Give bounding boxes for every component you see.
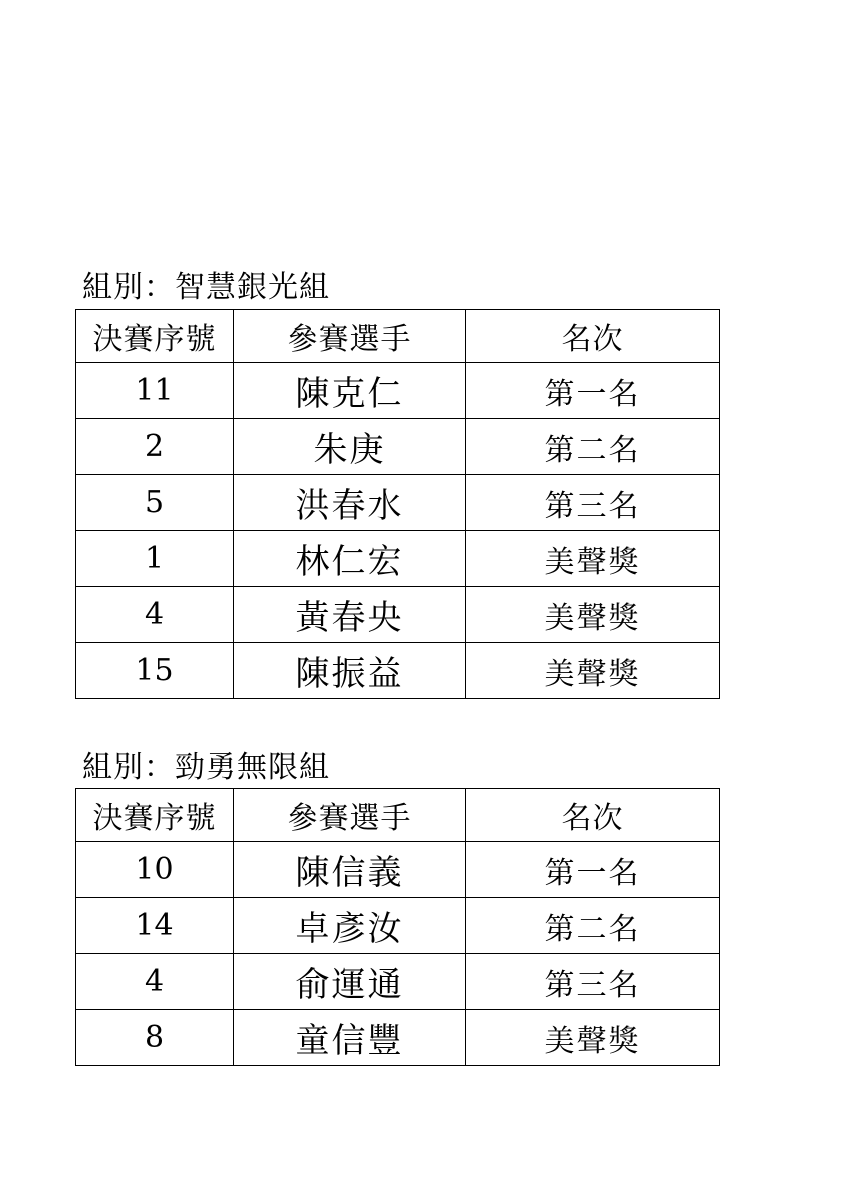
table-header-row [76,789,720,842]
header-final-number: 決賽序號 [76,310,234,363]
cell-name: 朱庚 [234,419,466,475]
cell-rank: 第二名 [466,898,720,954]
table-header-row [76,310,720,363]
cell-rank: 美聲獎 [466,643,720,699]
cell-name: 俞運通 [234,954,466,1010]
cell-name: 陳克仁 [234,363,466,419]
cell-number: 11 [76,363,234,419]
table-row [76,842,720,898]
cell-rank: 美聲獎 [466,587,720,643]
table-row [76,363,720,419]
table-row [76,1010,720,1066]
header-rank: 名次 [466,789,720,842]
cell-rank: 第一名 [466,842,720,898]
header-rank: 名次 [466,310,720,363]
group-title-silver: 組別：智慧銀光組 [82,270,330,305]
cell-number: 5 [76,475,234,531]
cell-number: 2 [76,419,234,475]
cell-name: 陳振益 [234,643,466,699]
cell-name: 卓彥汝 [234,898,466,954]
cell-rank: 第二名 [466,419,720,475]
table-row [76,954,720,1010]
cell-number: 4 [76,954,234,1010]
group-title-brave: 組別：勁勇無限組 [82,750,330,785]
cell-number: 15 [76,643,234,699]
cell-number: 4 [76,587,234,643]
table-row [76,643,720,699]
results-table-brave [75,788,720,1066]
table-row [76,898,720,954]
cell-name: 黃春央 [234,587,466,643]
cell-rank: 第一名 [466,363,720,419]
cell-rank: 第三名 [466,475,720,531]
header-final-number: 決賽序號 [76,789,234,842]
cell-rank: 美聲獎 [466,1010,720,1066]
table-row [76,531,720,587]
cell-number: 8 [76,1010,234,1066]
header-contestant: 參賽選手 [234,789,466,842]
cell-rank: 第三名 [466,954,720,1010]
cell-number: 1 [76,531,234,587]
header-contestant: 參賽選手 [234,310,466,363]
cell-number: 10 [76,842,234,898]
table-row [76,475,720,531]
cell-rank: 美聲獎 [466,531,720,587]
cell-name: 陳信義 [234,842,466,898]
cell-number: 14 [76,898,234,954]
cell-name: 童信豐 [234,1010,466,1066]
cell-name: 林仁宏 [234,531,466,587]
cell-name: 洪春水 [234,475,466,531]
table-row [76,587,720,643]
results-table-silver [75,309,720,699]
table-row [76,419,720,475]
